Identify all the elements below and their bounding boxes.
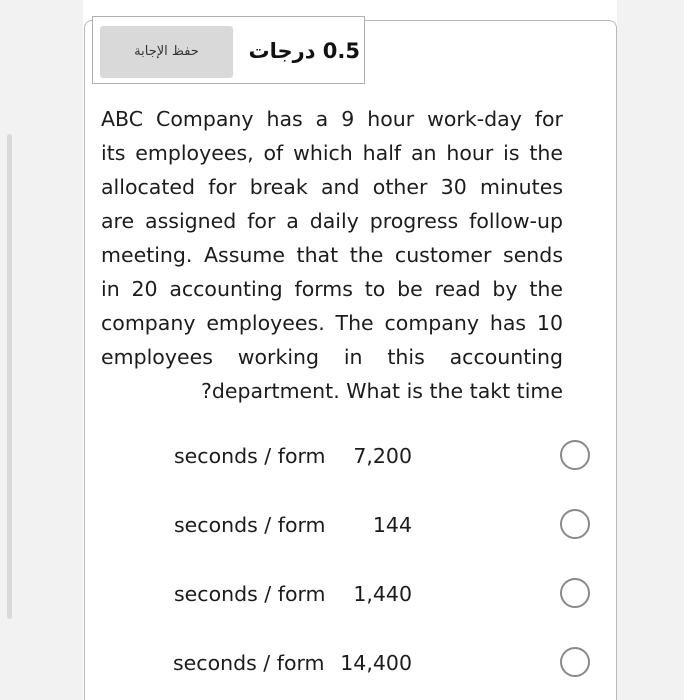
question-points: 0.5 درجات — [248, 39, 360, 63]
question-line: ABC Company has a 9 hour work-day for — [101, 107, 563, 131]
answer-radio[interactable] — [560, 647, 590, 677]
question-line: meeting. Assume that the customer sends — [101, 243, 563, 267]
answer-option[interactable] — [92, 500, 612, 550]
save-answer-button[interactable]: حفظ الإجابة — [100, 26, 233, 78]
answer-option-label[interactable] — [174, 431, 412, 481]
answer-value: 144 — [372, 513, 412, 537]
answer-option[interactable] — [92, 569, 612, 619]
question-line: are assigned for a daily progress follow-up — [101, 209, 563, 233]
answer-value: 14,400 — [340, 651, 412, 675]
answer-unit: seconds / form — [174, 444, 326, 468]
answer-option-label[interactable] — [174, 569, 412, 619]
question-line: its employees, of which half an hour is the — [101, 141, 563, 165]
scrollbar[interactable] — [7, 134, 12, 619]
answer-unit: seconds / form — [174, 582, 326, 606]
answer-option-label[interactable] — [174, 500, 412, 550]
answer-unit: seconds / form — [173, 651, 325, 675]
question-line: company employees. The company has 10 — [101, 311, 563, 335]
answer-radio[interactable] — [560, 509, 590, 539]
question-text — [101, 102, 563, 408]
question-line: ?department. What is the takt time — [201, 379, 563, 403]
left-margin — [0, 0, 83, 700]
answer-value: 1,440 — [353, 582, 412, 606]
answer-value: 7,200 — [353, 444, 412, 468]
right-margin — [617, 0, 684, 700]
question-line: in 20 accounting forms to be read by the — [101, 277, 563, 301]
answer-radio[interactable] — [560, 578, 590, 608]
answer-option[interactable] — [92, 638, 612, 688]
answer-radio[interactable] — [560, 440, 590, 470]
question-line: employees working in this accounting — [101, 345, 563, 369]
answer-option-label[interactable] — [173, 638, 412, 688]
question-line: allocated for break and other 30 minutes — [101, 175, 563, 199]
answer-unit: seconds / form — [174, 513, 326, 537]
answer-option[interactable] — [92, 431, 612, 481]
